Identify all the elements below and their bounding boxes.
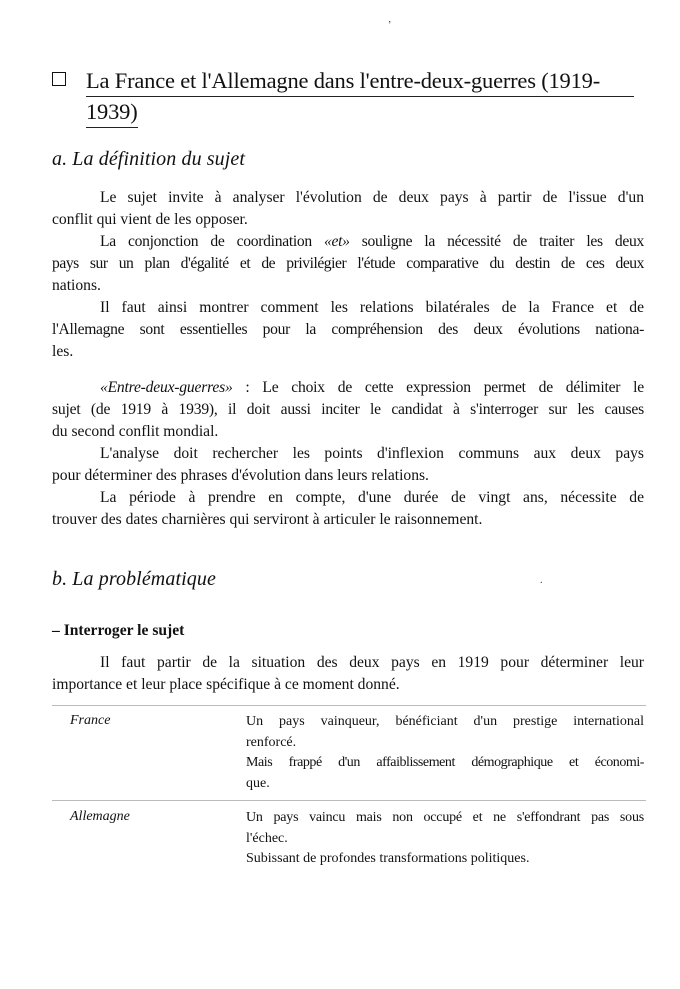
paragraph-line: nations. — [52, 277, 101, 294]
row-text-allemagne — [246, 808, 644, 870]
row-text-france — [246, 712, 644, 794]
row-line: l'échec. — [246, 830, 288, 846]
paragraph-3 — [52, 297, 644, 363]
paragraph-line: L'analyse doit rechercher les points d'inflexion communs aux deux pays — [100, 445, 644, 462]
paragraph-line: Le sujet invite à analyser l'évolution de deux pays à partir de l'issue d'un — [100, 189, 644, 206]
scan-mark: . — [540, 575, 543, 586]
row-line: renforcé. — [246, 734, 297, 750]
heading-line-2: 1939) — [86, 97, 138, 128]
bullet-title: – Interroger le sujet — [52, 622, 185, 639]
section-a-title: a. La définition du sujet — [52, 148, 246, 170]
paragraph-line: sujet (de 1919 à 1939), il doit aussi inciter le candidat à s'interroger sur les causes — [52, 401, 644, 418]
paragraph-line: du second conflit mondial. — [52, 423, 219, 440]
paragraph-2 — [52, 231, 644, 297]
section-b-title: b. La problématique — [52, 568, 216, 590]
row-label-allemagne: Allemagne — [70, 809, 130, 824]
paragraph-line: importance et leur place spécifique à ce moment donné. — [52, 676, 400, 693]
row-line: Mais frappé d'un affaiblissement démographique et économi- — [246, 755, 644, 770]
paragraph-5 — [52, 443, 644, 487]
paragraph-6 — [52, 487, 644, 531]
paragraph-line: pour déterminer des phrases d'évolution dans leurs relations. — [52, 467, 429, 484]
row-line: Un pays vaincu mais non occupé et ne s'effondrant pas sous — [246, 810, 644, 825]
row-line: que. — [246, 775, 270, 791]
checkbox-icon — [52, 72, 66, 86]
heading-line-1: La France et l'Allemagne dans l'entre-deux-guerres (1919- — [86, 66, 634, 97]
paragraph-4 — [52, 377, 644, 443]
paragraph-line: Il faut ainsi montrer comment les relations bilatérales de la France et de — [100, 299, 644, 316]
paragraph-line: les. — [52, 343, 74, 360]
heading-title — [86, 66, 646, 128]
paragraph-line: pays sur un plan d'égalité et de privilégier l'étude comparative du destin de ces deux — [52, 255, 644, 272]
table-top-rule — [52, 705, 646, 706]
row-line: Subissant de profondes transformations politiques. — [246, 851, 530, 866]
paragraph-line: trouver des dates charnières qui serviront à articuler le raisonnement. — [52, 511, 483, 528]
paragraph-line: l'Allemagne sont essentielles pour la compréhension des deux évolutions nationa- — [52, 321, 644, 338]
paragraph-1 — [52, 187, 644, 231]
paragraph-line: «Entre-deux-guerres» : Le choix de cette expression permet de délimiter le — [100, 379, 644, 396]
paragraph-intro — [52, 652, 644, 696]
table-row-rule — [52, 800, 646, 801]
paragraph-line: conflit qui vient de les opposer. — [52, 211, 248, 228]
paragraph-line: La conjonction de coordination «et» souligne la nécessité de traiter les deux — [100, 233, 644, 250]
row-line: Un pays vainqueur, bénéficiant d'un prestige international — [246, 714, 644, 729]
scan-mark: ʼ — [388, 20, 392, 31]
paragraph-line: Il faut partir de la situation des deux pays en 1919 pour déterminer leur — [100, 654, 644, 671]
paragraph-line: La période à prendre en compte, d'une durée de vingt ans, nécessite de — [100, 489, 644, 506]
row-label-france: France — [70, 713, 111, 728]
